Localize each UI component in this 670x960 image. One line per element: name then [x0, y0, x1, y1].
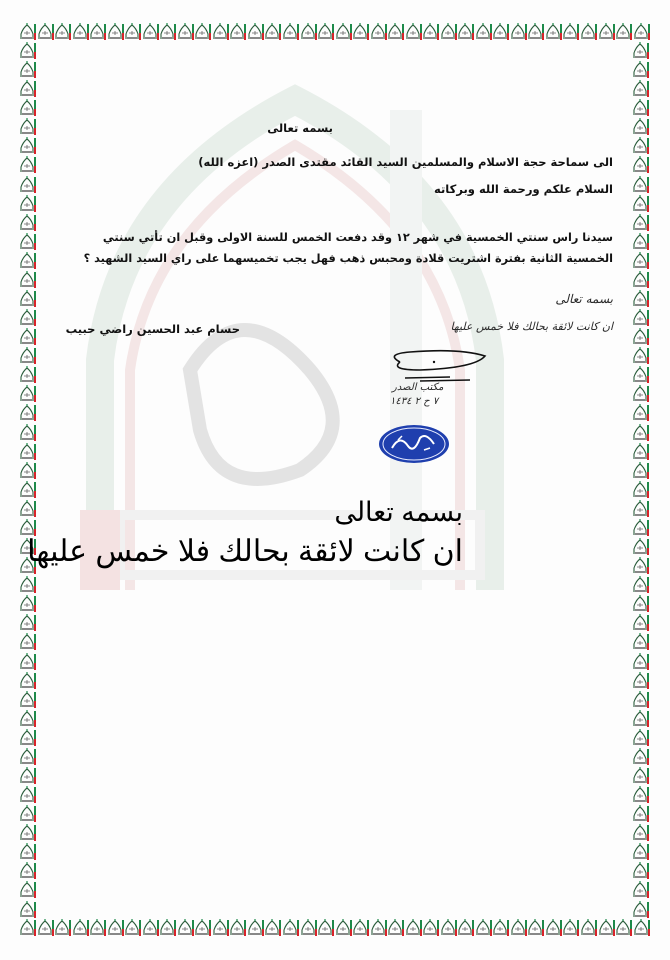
mosque-icon — [423, 23, 440, 41]
mosque-icon — [90, 23, 107, 41]
border-right — [633, 42, 651, 919]
mosque-icon — [371, 919, 388, 937]
office-seal — [378, 424, 450, 464]
mosque-icon — [633, 252, 650, 270]
mosque-icon — [20, 576, 37, 594]
mosque-icon — [528, 919, 545, 937]
reply-heading: بسمه تعالى — [334, 497, 463, 527]
mosque-icon — [143, 23, 160, 41]
mosque-icon — [633, 748, 650, 766]
mosque-icon — [634, 919, 651, 937]
mosque-icon — [20, 176, 37, 194]
mosque-icon — [213, 919, 230, 937]
mosque-icon — [143, 919, 160, 937]
reply-text: ان كانت لائقة بحالك فلا خمس عليها — [27, 535, 463, 568]
mosque-icon — [20, 633, 37, 651]
mosque-icon — [634, 23, 651, 41]
mosque-icon — [55, 23, 72, 41]
mosque-icon — [213, 23, 230, 41]
mosque-icon — [633, 366, 650, 384]
mosque-icon — [371, 23, 388, 41]
mosque-icon — [20, 195, 37, 213]
mosque-icon — [563, 919, 580, 937]
mosque-icon — [633, 843, 650, 861]
mosque-icon — [633, 691, 650, 709]
mosque-icon — [160, 919, 177, 937]
mosque-icon — [230, 23, 247, 41]
mosque-icon — [20, 881, 37, 899]
mosque-icon — [20, 500, 37, 518]
mosque-icon — [633, 519, 650, 537]
mosque-icon — [633, 862, 650, 880]
mosque-icon — [633, 786, 650, 804]
mosque-icon — [90, 919, 107, 937]
mosque-icon — [633, 767, 650, 785]
mosque-icon — [633, 824, 650, 842]
mosque-icon — [20, 862, 37, 880]
mosque-icon — [73, 919, 90, 937]
mosque-icon — [633, 385, 650, 403]
mosque-icon — [633, 80, 650, 98]
mosque-icon — [178, 23, 195, 41]
mosque-icon — [125, 919, 142, 937]
mosque-icon — [108, 23, 125, 41]
mosque-icon — [20, 252, 37, 270]
mosque-icon — [633, 214, 650, 232]
mosque-icon — [599, 23, 616, 41]
mosque-icon — [493, 23, 510, 41]
mosque-icon — [633, 443, 650, 461]
mosque-icon — [20, 595, 37, 613]
mosque-icon — [633, 614, 650, 632]
mosque-icon — [20, 748, 37, 766]
mosque-icon — [633, 672, 650, 690]
mosque-icon — [20, 42, 37, 60]
mosque-icon — [20, 786, 37, 804]
mosque-icon — [20, 404, 37, 422]
mosque-icon — [633, 729, 650, 747]
mosque-icon — [633, 233, 650, 251]
mosque-icon — [406, 919, 423, 937]
mosque-icon — [633, 576, 650, 594]
mosque-icon — [633, 290, 650, 308]
mosque-icon — [195, 23, 212, 41]
mosque-icon — [336, 919, 353, 937]
mosque-icon — [318, 23, 335, 41]
mosque-icon — [20, 443, 37, 461]
mosque-icon — [511, 23, 528, 41]
border-left — [20, 42, 38, 919]
mosque-icon — [20, 481, 37, 499]
mosque-icon — [616, 23, 633, 41]
mosque-icon — [20, 328, 37, 346]
mosque-icon — [406, 23, 423, 41]
mosque-icon — [55, 919, 72, 937]
mosque-icon — [73, 23, 90, 41]
mosque-icon — [20, 424, 37, 442]
mosque-icon — [230, 919, 247, 937]
mosque-icon — [20, 824, 37, 842]
mosque-icon — [20, 901, 37, 919]
mosque-icon — [581, 23, 598, 41]
mosque-icon — [563, 23, 580, 41]
mosque-icon — [20, 156, 37, 174]
mosque-icon — [301, 23, 318, 41]
mosque-icon — [318, 919, 335, 937]
signature-office: مكتب الصدر — [392, 382, 444, 393]
mosque-icon — [633, 481, 650, 499]
mosque-icon — [633, 61, 650, 79]
mosque-icon — [388, 23, 405, 41]
mosque-icon — [20, 653, 37, 671]
mosque-icon — [265, 919, 282, 937]
mosque-icon — [301, 919, 318, 937]
border-top — [20, 23, 651, 42]
mosque-icon — [20, 729, 37, 747]
mosque-icon — [20, 137, 37, 155]
sender-name: حسام عبد الحسين راضي حبيب — [65, 322, 240, 336]
mosque-icon — [265, 23, 282, 41]
mosque-icon — [20, 462, 37, 480]
mosque-icon — [353, 23, 370, 41]
mosque-icon — [108, 919, 125, 937]
mosque-icon — [633, 901, 650, 919]
mosque-icon — [178, 919, 195, 937]
letter-body-line-2: الخمسية الثانية بفترة اشتريت قلادة ومحبس ذهب فهل يجب تخميسهما على راي السيد الشهيد ؟ — [83, 252, 613, 265]
mosque-icon — [633, 633, 650, 651]
mosque-icon — [353, 919, 370, 937]
mosque-icon — [20, 614, 37, 632]
mosque-icon — [248, 23, 265, 41]
mosque-icon — [633, 99, 650, 117]
mosque-icon — [20, 290, 37, 308]
mosque-icon — [248, 919, 265, 937]
mosque-icon — [423, 919, 440, 937]
mosque-icon — [20, 80, 37, 98]
mosque-icon — [283, 23, 300, 41]
mosque-icon — [20, 710, 37, 728]
mosque-icon — [633, 653, 650, 671]
mosque-icon — [599, 919, 616, 937]
letter-greeting: السلام علكم ورحمة الله وبركاته — [434, 182, 613, 196]
signature-date: ٧ ح ٢ ١٤٣٤ — [390, 396, 439, 407]
handwritten-heading: بسمه تعالى — [555, 292, 613, 306]
mosque-icon — [20, 347, 37, 365]
letter-salutation: الى سماحة حجة الاسلام والمسلمين السيد القائد مقتدى الصدر (اعزه الله) — [198, 155, 613, 169]
mosque-icon — [336, 23, 353, 41]
mosque-icon — [581, 919, 598, 937]
border-bottom — [20, 919, 651, 938]
letter-heading: بسمه تعالى — [267, 121, 333, 135]
mosque-icon — [633, 328, 650, 346]
mosque-icon — [633, 500, 650, 518]
mosque-icon — [633, 881, 650, 899]
mosque-icon — [20, 385, 37, 403]
mosque-icon — [528, 23, 545, 41]
mosque-icon — [633, 176, 650, 194]
mosque-icon — [511, 919, 528, 937]
mosque-icon — [476, 919, 493, 937]
mosque-icon — [20, 61, 37, 79]
mosque-icon — [20, 767, 37, 785]
mosque-icon — [633, 118, 650, 136]
mosque-icon — [616, 919, 633, 937]
mosque-icon — [441, 919, 458, 937]
mosque-icon — [20, 366, 37, 384]
mosque-icon — [20, 843, 37, 861]
mosque-icon — [20, 691, 37, 709]
mosque-icon — [20, 23, 37, 41]
mosque-icon — [633, 557, 650, 575]
mosque-icon — [20, 118, 37, 136]
mosque-icon — [633, 805, 650, 823]
mosque-icon — [20, 233, 37, 251]
mosque-icon — [38, 919, 55, 937]
handwritten-reply-text: ان كانت لائقة بحالك فلا خمس عليها — [450, 320, 613, 333]
mosque-icon — [633, 271, 650, 289]
mosque-icon — [458, 919, 475, 937]
mosque-icon — [633, 156, 650, 174]
mosque-icon — [283, 919, 300, 937]
mosque-icon — [633, 137, 650, 155]
mosque-icon — [633, 347, 650, 365]
mosque-icon — [633, 424, 650, 442]
mosque-icon — [546, 919, 563, 937]
mosque-icon — [476, 23, 493, 41]
mosque-icon — [160, 23, 177, 41]
mosque-icon — [20, 805, 37, 823]
mosque-icon — [633, 309, 650, 327]
mosque-icon — [493, 919, 510, 937]
mosque-icon — [458, 23, 475, 41]
mosque-icon — [20, 309, 37, 327]
mosque-icon — [633, 595, 650, 613]
mosque-icon — [20, 214, 37, 232]
letter-body-line-1: سيدنا راس سنتي الخمسية في شهر ١٢ وقد دفعت الخمس للسنة الاولى وقبل ان تأتي سنتي — [102, 231, 613, 244]
mosque-icon — [125, 23, 142, 41]
mosque-icon — [441, 23, 458, 41]
mosque-icon — [195, 919, 212, 937]
mosque-icon — [633, 42, 650, 60]
mosque-icon — [388, 919, 405, 937]
mosque-icon — [633, 462, 650, 480]
mosque-icon — [20, 99, 37, 117]
mosque-icon — [633, 404, 650, 422]
mosque-icon — [633, 710, 650, 728]
mosque-icon — [38, 23, 55, 41]
mosque-icon — [20, 672, 37, 690]
mosque-icon — [546, 23, 563, 41]
mosque-icon — [633, 538, 650, 556]
mosque-icon — [633, 195, 650, 213]
mosque-icon — [20, 919, 37, 937]
mosque-icon — [20, 271, 37, 289]
